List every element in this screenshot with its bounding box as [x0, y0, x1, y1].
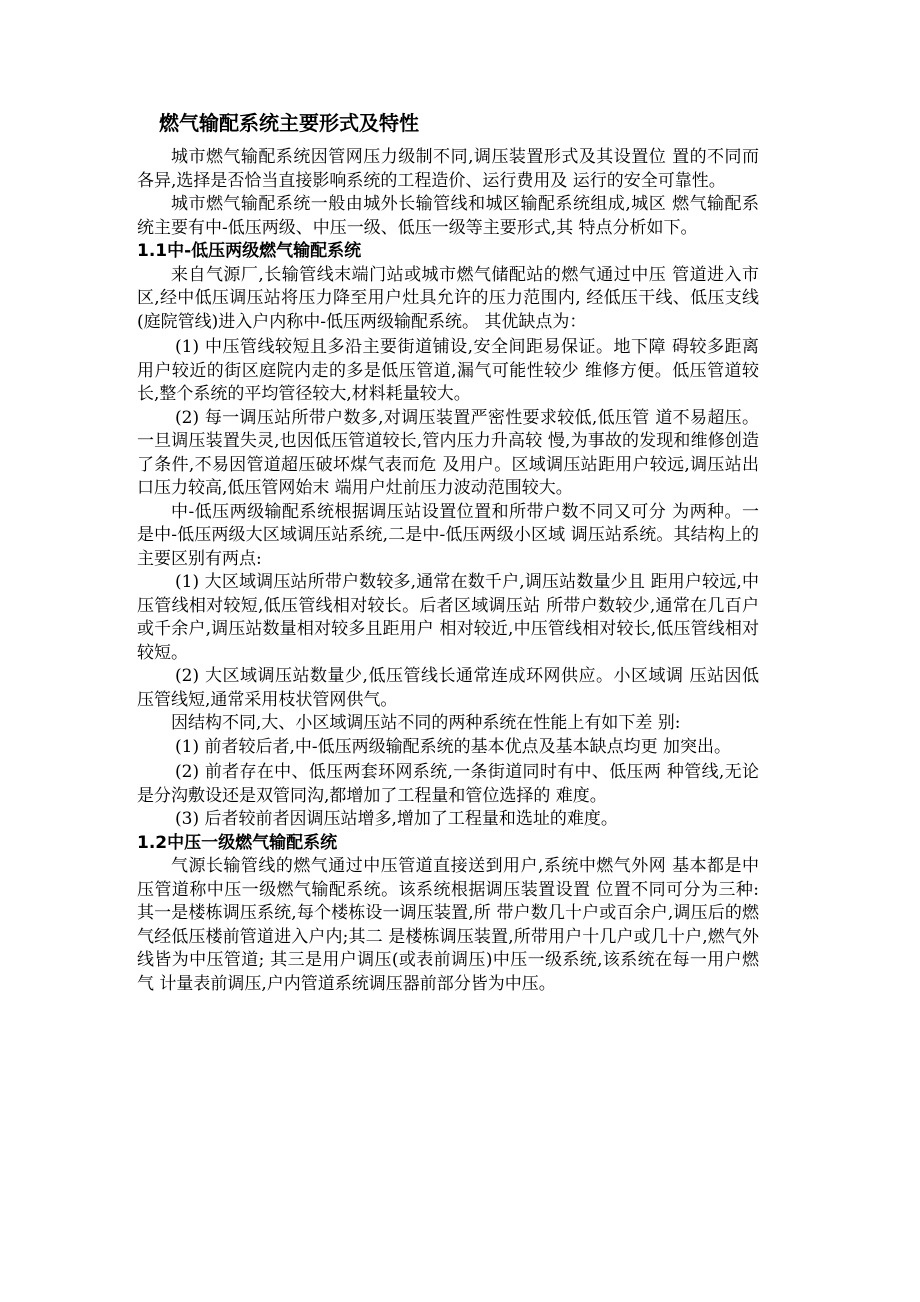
paragraph: 气源长输管线的燃气通过中压管道直接送到用户,系统中燃气外网 基本都是中压管道称中压一级燃气输配系统。该系统根据调压装置设置 位置不同可分为三种:其一是楼栋调压系统,每个楼栋设一调压装置,所 带户数几十户或百余户,调压后的燃气经低压楼前管道进入户内;其二 是楼栋调压装置,所带用户十几户或几十户,燃气外线皆为中压管道; 其三是用户调压(或表前调压)中压一级系统,该系统在每一用户燃气 计量表前调压,户内管道系统调压器前部分皆为中压。 — [137, 856, 759, 994]
paragraph: 城市燃气输配系统一般由城外长输管线和城区输配系统组成,城区 燃气输配系统主要有中-低压两级、中压一级、低压一级等主要形式,其 特点分析如下。 — [137, 194, 759, 238]
section-heading-1-1: 1.1中-低压两级燃气输配系统 — [137, 241, 362, 261]
paragraph: 因结构不同,大、小区域调压站不同的两种系统在性能上有如下差 别: — [171, 713, 681, 733]
list-item: (2) 每一调压站所带户数多,对调压装置严密性要求较低,低压管 道不易超压。一旦调压装置失灵,也因低压管道较长,管内压力升高较 慢,为事故的发现和维修创造了条件,不易因管道超压破坏煤气表而危 及用户。区域调压站距用户较远,调压站出口压力较高,低压管网始末 端用户灶前压力波动范围较大。 — [137, 407, 759, 498]
document-body — [137, 146, 759, 996]
section-heading-1-2: 1.2中压一级燃气输配系统 — [137, 832, 338, 853]
paragraph: 来自气源厂,长输管线末端门站或城市燃气储配站的燃气通过中压 管道进入市区,经中低压调压站将压力降至用户灶具允许的压力范围内, 经低压干线、低压支线(庭院管线)进入户内称中-低压两级输配系统。 其优缺点为： — [137, 264, 759, 332]
list-item: (1) 中压管线较短且多沿主要街道铺设,安全间距易保证。地下障 碍较多距离用户较近的街区庭院内走的多是低压管道,漏气可能性较少 维修方便。低压管道较长,整个系统的平均管径较大,材料耗量较大。 — [137, 337, 759, 404]
document-title: 燃气输配系统主要形式及特性 — [159, 111, 419, 135]
list-item: (1) 大区域调压站所带户数较多,通常在数千户,调压站数量少且 距用户较远,中压管线相对较短,低压管线相对较长。后者区域调压站 所带户数较少,通常在几百户或千余户,调压站数量相对较多且距用户 相对较近,中压管线相对较长,低压管线相对较短。 — [137, 572, 759, 663]
list-item: (3) 后者较前者因调压站增多,增加了工程量和选址的难度。 — [175, 809, 618, 829]
paragraph: 中-低压两级输配系统根据调压站设置位置和所带户数不同又可分 为两种。一是中-低压两级大区域调压站系统,二是中-低压两级小区域 调压站系统。其结构上的主要区别有两点: — [137, 501, 759, 569]
list-item: (2) 前者存在中、低压两套环网系统,一条街道同时有中、低压两 种管线,无论是分沟敷设还是双管同沟,都增加了工程量和管位选择的 难度。 — [137, 762, 759, 806]
paragraph: 城市燃气输配系统因管网压力级制不同,调压装置形式及其设置位 置的不同而各异,选择是否恰当直接影响系统的工程造价、运行费用及 运行的安全可靠性。 — [137, 147, 759, 191]
list-item: (2) 大区域调压站数量少,低压管线长通常连成环网供应。小区域调 压站因低压管线短,通常采用枝状管网供气。 — [137, 666, 759, 710]
list-item: (1) 前者较后者,中-低压两级输配系统的基本优点及基本缺点均更 加突出。 — [175, 736, 732, 757]
